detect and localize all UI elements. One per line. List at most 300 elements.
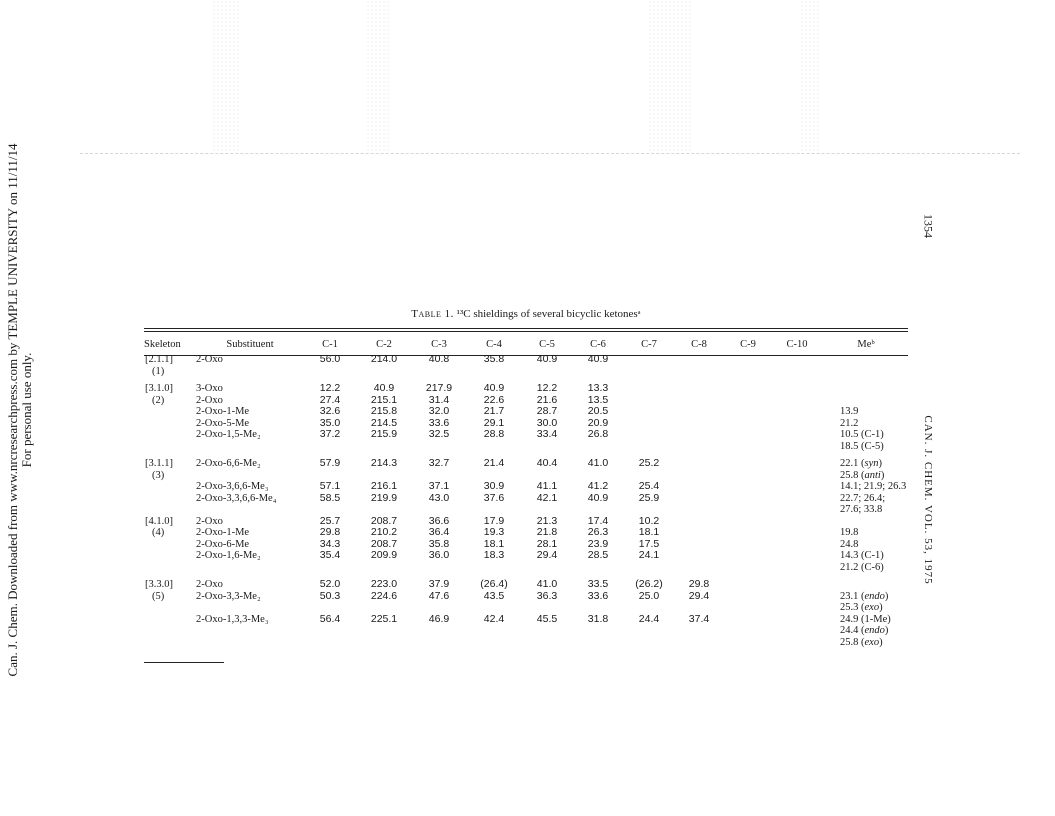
shift-cell: [624, 504, 674, 516]
shift-cell: [674, 625, 724, 637]
table-row: [144, 458, 910, 470]
shift-cell: [466, 602, 522, 614]
methyl-shift-cell: 24.8: [840, 538, 859, 550]
scan-artifact: [366, 0, 390, 152]
methyl-shift-cell: 21.2: [840, 417, 859, 429]
shift-cell: [674, 550, 724, 562]
shift-cell: [466, 504, 522, 516]
shift-cell: 12.2: [319, 382, 341, 394]
shift-cell: 56.0: [319, 353, 341, 365]
shift-cell: [724, 395, 772, 407]
shift-cell: 33.6: [587, 589, 609, 602]
shift-cell: 37.1: [428, 480, 450, 492]
shift-cell: [772, 614, 822, 626]
shift-cell: 31.4: [428, 393, 450, 406]
shift-cell: 208.7: [370, 514, 398, 527]
shift-cell: 37.9: [428, 578, 450, 590]
skeleton-cell: [144, 637, 196, 649]
shift-cell: [724, 504, 772, 516]
shift-cell: [466, 366, 522, 378]
shift-cell: [724, 441, 772, 453]
skeleton-cell: (2): [152, 394, 165, 406]
shift-cell: 27.4: [319, 393, 341, 406]
substituent-cell: [196, 470, 304, 482]
shift-cell: [674, 418, 724, 430]
shift-cell: 25.4: [638, 480, 660, 492]
shift-cell: 28.1: [536, 537, 558, 550]
shift-cell: 214.5: [370, 416, 398, 429]
skeleton-cell: [3.3.0]: [145, 579, 173, 590]
shift-cell: 37.2: [319, 428, 341, 440]
shift-cell: [772, 539, 822, 551]
skeleton-cell: [144, 481, 196, 493]
shift-cell: [522, 441, 572, 453]
shift-cell: [724, 625, 772, 637]
shift-cell: [674, 527, 724, 539]
shift-cell: 47.6: [428, 589, 450, 602]
methyl-shift-cell: [822, 354, 910, 366]
shift-cell: 31.8: [587, 612, 609, 625]
shift-cell: 21.6: [536, 393, 558, 406]
table-row: [144, 429, 910, 441]
shift-cell: [724, 366, 772, 378]
table-top-rule: [144, 328, 908, 329]
skeleton-cell: [144, 625, 196, 637]
skeleton-cell: [144, 406, 196, 418]
shift-cell: 18.3: [483, 549, 505, 561]
shift-cell: [466, 562, 522, 574]
shift-cell: 40.9: [536, 353, 558, 365]
shift-cell: [772, 395, 822, 407]
shift-cell: 215.8: [370, 405, 398, 417]
shift-cell: [356, 637, 412, 649]
table-top-rule: [144, 331, 908, 332]
shift-cell: [624, 441, 674, 453]
shift-cell: 37.4: [688, 612, 710, 625]
shift-cell: [674, 366, 724, 378]
shift-cell: [724, 637, 772, 649]
shift-cell: 217.9: [425, 382, 453, 394]
shift-cell: [304, 637, 356, 649]
stereo-descriptor: anti: [864, 469, 881, 481]
shift-cell: 10.2: [638, 514, 660, 527]
shift-cell: 25.9: [638, 491, 660, 504]
shift-cell: [674, 441, 724, 453]
shieldings-table: [144, 335, 910, 648]
shift-cell: 30.0: [536, 416, 558, 429]
column-header: Substituent: [226, 339, 274, 350]
shift-cell: 52.0: [319, 578, 341, 590]
table-row: [144, 441, 910, 453]
shift-cell: [674, 504, 724, 516]
shift-cell: [624, 406, 674, 418]
column-header: C-1: [322, 339, 338, 350]
skeleton-cell: (4): [152, 527, 165, 538]
stereo-descriptor: endo: [864, 625, 885, 636]
shift-cell: [724, 562, 772, 574]
shift-cell: 214.0: [370, 353, 398, 365]
shift-cell: [572, 637, 624, 649]
shift-cell: [772, 579, 822, 591]
shift-cell: [304, 625, 356, 637]
skeleton-cell: [3.1.0]: [145, 383, 173, 394]
shift-cell: [772, 625, 822, 637]
table-row: [144, 406, 910, 418]
methyl-shift-cell: 25.8 (exo): [840, 636, 883, 648]
methyl-shift-cell: 21.2 (C-6): [840, 561, 884, 573]
scan-artifact: [212, 0, 240, 152]
shift-cell: [304, 366, 356, 378]
shift-cell: 29.4: [688, 589, 710, 602]
shift-cell: 29.8: [688, 578, 710, 590]
shift-cell: [412, 625, 466, 637]
shift-cell: [356, 504, 412, 516]
shift-cell: [674, 516, 724, 528]
skeleton-cell: [144, 441, 196, 453]
shift-cell: [724, 614, 772, 626]
shift-cell: 23.9: [587, 537, 609, 550]
shift-cell: 17.9: [483, 514, 505, 527]
column-header: C-7: [641, 339, 657, 350]
methyl-shift-cell: 27.6; 33.8: [840, 504, 883, 515]
substituent-cell: 2-Oxo: [196, 579, 223, 590]
shift-cell: 35.0: [319, 416, 341, 429]
table-row: [144, 602, 910, 614]
shift-cell: [772, 406, 822, 418]
substituent-cell: 2-Oxo-3,3-Me₂: [196, 590, 261, 602]
shift-cell: [624, 429, 674, 441]
skeleton-cell: [2.1.1]: [145, 354, 173, 365]
table-row: [144, 625, 910, 637]
shift-cell: 17.4: [587, 514, 609, 527]
shift-cell: [724, 458, 772, 470]
shift-cell: [356, 602, 412, 614]
shift-cell: [412, 504, 466, 516]
column-header: C-9: [740, 339, 756, 350]
shift-cell: [624, 625, 674, 637]
skeleton-cell: (3): [152, 469, 165, 481]
methyl-shift-cell: 14.3 (C-1): [840, 550, 884, 561]
shift-cell: [772, 429, 822, 441]
shift-cell: [674, 539, 724, 551]
shift-cell: 36.6: [428, 514, 450, 527]
shift-cell: [304, 562, 356, 574]
shift-cell: 32.0: [428, 405, 450, 417]
skeleton-cell: [144, 493, 196, 505]
shift-cell: 21.3: [536, 514, 558, 527]
shift-cell: 18.1: [638, 526, 660, 538]
shift-cell: [624, 383, 674, 395]
shift-cell: [772, 516, 822, 528]
page-number-text: 1354: [921, 214, 936, 238]
substituent-cell: 2-Oxo-5-Me: [196, 417, 250, 429]
table-row: [144, 579, 910, 591]
shift-cell: [724, 406, 772, 418]
shift-cell: [724, 429, 772, 441]
column-header: Meᵇ: [857, 339, 875, 350]
substituent-cell: [196, 441, 304, 453]
shift-cell: 28.8: [483, 428, 505, 440]
shift-cell: [772, 354, 822, 366]
shift-cell: 41.2: [587, 480, 609, 492]
table-row: [144, 470, 910, 482]
shift-cell: [624, 418, 674, 430]
substituent-cell: 2-Oxo: [196, 515, 223, 527]
shift-cell: [572, 625, 624, 637]
shift-cell: 35.4: [319, 549, 341, 561]
shift-cell: [772, 637, 822, 649]
shift-cell: 18.1: [483, 537, 505, 550]
shift-cell: 35.8: [483, 353, 505, 365]
shift-cell: 25.7: [319, 514, 341, 527]
shift-cell: 57.9: [319, 457, 341, 469]
shift-cell: [356, 625, 412, 637]
shift-cell: 20.5: [587, 405, 609, 417]
shift-cell: [674, 470, 724, 482]
table-label: Table 1.: [411, 308, 454, 320]
shift-cell: [724, 418, 772, 430]
skeleton-cell: [144, 614, 196, 626]
table-row: [144, 591, 910, 603]
shift-cell: [724, 383, 772, 395]
shift-cell: 40.9: [373, 382, 395, 394]
shift-cell: [572, 602, 624, 614]
shift-cell: [522, 625, 572, 637]
shift-cell: [674, 383, 724, 395]
column-header: C-10: [786, 339, 808, 350]
shift-cell: 40.9: [587, 491, 609, 504]
shift-cell: 35.8: [428, 537, 450, 550]
methyl-shift-cell: 14.1; 21.9; 26.3: [840, 481, 907, 492]
methyl-shift-cell: 19.8: [840, 527, 859, 538]
shift-cell: [674, 354, 724, 366]
shift-cell: 17.5: [638, 537, 660, 550]
skeleton-cell: [3.1.1]: [145, 458, 173, 469]
shift-cell: 25.0: [638, 589, 660, 602]
shift-cell: 25.2: [638, 457, 660, 469]
shift-cell: 21.8: [536, 526, 558, 538]
shift-cell: [466, 441, 522, 453]
shift-cell: [572, 562, 624, 574]
shift-cell: 46.9: [428, 612, 450, 625]
shift-cell: 24.4: [638, 612, 660, 625]
methyl-shift-cell: 23.1 (endo): [840, 590, 889, 602]
methyl-shift-cell: 24.9 (1-Me): [840, 613, 891, 625]
column-header: C-3: [431, 339, 447, 350]
substituent-cell: 2-Oxo-1,3,3-Me₃: [196, 613, 269, 625]
shift-cell: [356, 562, 412, 574]
shift-cell: 210.2: [370, 526, 398, 538]
methyl-shift-cell: 10.5 (C-1): [840, 429, 884, 440]
shift-cell: [724, 470, 772, 482]
shift-cell: 219.9: [370, 491, 398, 504]
shift-cell: [412, 637, 466, 649]
shift-cell: [624, 366, 674, 378]
shift-cell: (26.2): [635, 578, 663, 590]
column-header: C-6: [590, 339, 606, 350]
methyl-shift-cell: [822, 579, 910, 591]
shift-cell: [772, 366, 822, 378]
substituent-cell: [196, 637, 304, 649]
table-row: [144, 550, 910, 562]
shift-cell: [674, 406, 724, 418]
shift-cell: 40.9: [483, 382, 505, 394]
footnote-rule: [144, 662, 224, 663]
methyl-shift-cell: [822, 383, 910, 395]
table-row: [144, 481, 910, 493]
substituent-cell: [196, 366, 304, 378]
column-header: Skeleton: [144, 339, 181, 350]
shift-cell: [572, 366, 624, 378]
shift-cell: [674, 458, 724, 470]
table-row: [144, 418, 910, 430]
shift-cell: 36.3: [536, 589, 558, 602]
shift-cell: [304, 602, 356, 614]
shift-cell: [772, 504, 822, 516]
scan-artifact: [800, 0, 820, 152]
shift-cell: [724, 516, 772, 528]
shift-cell: 41.0: [587, 457, 609, 469]
column-header: C-5: [539, 339, 555, 350]
shift-cell: 30.9: [483, 480, 505, 492]
shift-cell: 58.5: [319, 491, 341, 504]
methyl-shift-cell: 13.9: [840, 406, 859, 417]
table-row: [144, 527, 910, 539]
shift-cell: [356, 366, 412, 378]
shift-cell: 40.4: [536, 457, 558, 469]
download-notice-line: Can. J. Chem. Downloaded from www.nrcresearchpress.com by TEMPLE UNIVERSITY on 11/11/14: [5, 143, 20, 677]
shift-cell: 26.8: [587, 428, 609, 440]
shift-cell: [772, 470, 822, 482]
shift-cell: [522, 366, 572, 378]
shift-cell: 28.5: [587, 549, 609, 561]
table-row: [144, 504, 910, 516]
shift-cell: 37.6: [483, 491, 505, 504]
substituent-cell: 2-Oxo-3,3,6,6-Me₄: [196, 492, 277, 504]
methyl-shift-cell: 22.1 (syn): [840, 458, 882, 469]
table-row: [144, 383, 910, 395]
table-row: [144, 354, 910, 366]
shift-cell: [466, 625, 522, 637]
download-notice-line: For personal use only.: [19, 352, 34, 468]
substituent-cell: 2-Oxo-6,6-Me₂: [196, 458, 261, 469]
shift-cell: [522, 562, 572, 574]
skeleton-cell: [4.1.0]: [145, 515, 173, 527]
shift-cell: [724, 527, 772, 539]
shift-cell: [674, 562, 724, 574]
shift-cell: [624, 637, 674, 649]
shift-cell: 43.5: [483, 589, 505, 602]
shift-cell: [772, 383, 822, 395]
table-row: [144, 493, 910, 505]
table-row: [144, 562, 910, 574]
substituent-cell: 2-Oxo-1,5-Me₂: [196, 429, 261, 440]
table-row: [144, 614, 910, 626]
shift-cell: [772, 591, 822, 603]
shift-cell: [674, 637, 724, 649]
stereo-descriptor: syn: [864, 458, 879, 469]
stereo-descriptor: endo: [864, 590, 885, 602]
methyl-shift-cell: [822, 395, 910, 407]
table-row: [144, 637, 910, 649]
substituent-cell: 2-Oxo-1-Me: [196, 406, 250, 417]
shift-cell: 29.4: [536, 549, 558, 561]
skeleton-cell: [144, 562, 196, 574]
shift-cell: 24.1: [638, 549, 660, 561]
skeleton-cell: (5): [152, 590, 165, 602]
shift-cell: 21.4: [483, 457, 505, 469]
shift-cell: [772, 441, 822, 453]
shift-cell: 19.3: [483, 526, 505, 538]
shift-cell: 36.4: [428, 526, 450, 538]
substituent-cell: [196, 562, 304, 574]
shift-cell: 13.3: [587, 382, 609, 394]
table-row: [144, 366, 910, 378]
shift-cell: [772, 493, 822, 505]
shift-cell: [412, 562, 466, 574]
substituent-cell: 3-Oxo: [196, 383, 223, 394]
shift-cell: 34.3: [319, 537, 341, 550]
substituent-cell: 2-Oxo: [196, 354, 223, 365]
skeleton-cell: [144, 504, 196, 516]
scan-artifact-line: [80, 153, 1020, 154]
shift-cell: 32.7: [428, 457, 450, 469]
substituent-cell: 2-Oxo-3,6,6-Me₃: [196, 481, 269, 492]
skeleton-cell: [144, 539, 196, 551]
table-title: ¹³C shieldings of several bicyclic ketonesᵃ: [456, 308, 641, 320]
substituent-cell: 2-Oxo-1-Me: [196, 527, 250, 538]
shift-cell: 22.6: [483, 393, 505, 406]
shift-cell: [572, 441, 624, 453]
skeleton-cell: [144, 429, 196, 441]
shift-cell: [724, 481, 772, 493]
shift-cell: 208.7: [370, 537, 398, 550]
table-row: [144, 395, 910, 407]
shift-cell: [674, 493, 724, 505]
shift-cell: 32.5: [428, 428, 450, 440]
shift-cell: [724, 550, 772, 562]
methyl-shift-cell: 24.4 (endo): [840, 625, 889, 636]
shift-cell: [724, 602, 772, 614]
shift-cell: 216.1: [370, 480, 398, 492]
shift-cell: 29.8: [319, 526, 341, 538]
shift-cell: 209.9: [370, 549, 398, 561]
substituent-cell: [196, 504, 304, 516]
shift-cell: [772, 550, 822, 562]
skeleton-cell: [144, 418, 196, 430]
shift-cell: 42.1: [536, 491, 558, 504]
shift-cell: [772, 458, 822, 470]
shift-cell: 20.9: [587, 416, 609, 429]
column-header: C-4: [486, 339, 502, 350]
shift-cell: 225.1: [370, 612, 398, 625]
stereo-descriptor: exo: [864, 602, 880, 613]
shift-cell: [522, 637, 572, 649]
shift-cell: [624, 395, 674, 407]
shift-cell: 21.7: [483, 405, 505, 417]
shift-cell: 32.6: [319, 405, 341, 417]
substituent-cell: [196, 625, 304, 637]
shift-cell: [674, 602, 724, 614]
shift-cell: [466, 637, 522, 649]
methyl-shift-cell: 25.3 (exo): [840, 602, 883, 613]
substituent-cell: [196, 602, 304, 614]
substituent-cell: 2-Oxo: [196, 394, 223, 406]
shift-cell: [724, 579, 772, 591]
shift-cell: [624, 562, 674, 574]
skeleton-cell: [144, 550, 196, 562]
shift-cell: [412, 366, 466, 378]
